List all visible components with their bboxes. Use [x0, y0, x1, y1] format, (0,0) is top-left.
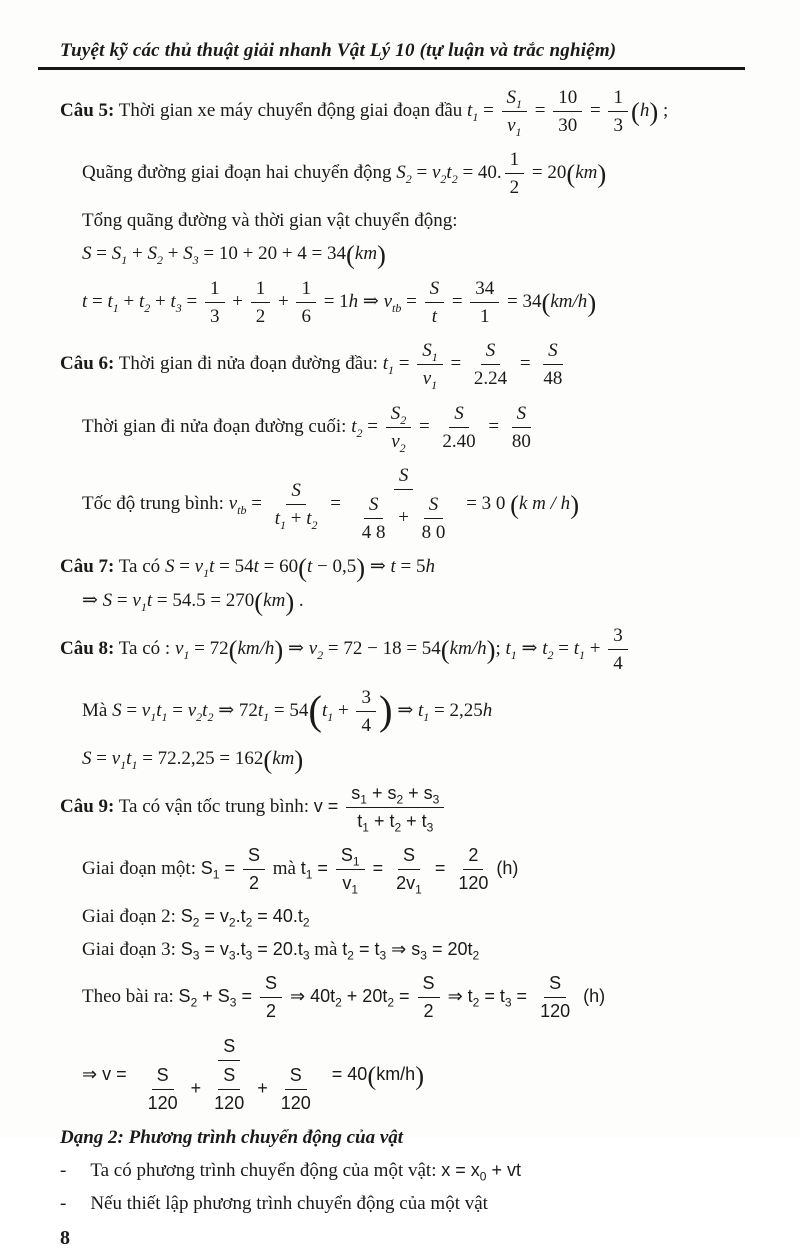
math-fraction: $\frac{3}{4}$	[356, 685, 376, 738]
math-fraction: $\frac{2}{120}$	[458, 845, 489, 894]
math-fraction: $\frac{S_2}{v_2}$	[386, 401, 412, 454]
math-fraction: $\frac{S}{2}$	[243, 843, 265, 896]
cau9-theo-bai-ra: Theo bài ra: $S_2 + S_3$ = $\frac{S}{2}$ ⇒ $40t_2 + 20t_2$ = $\frac{S}{2}$ ⇒ $t_2 = t_3$ = $\frac{S}{120}$ (h)	[60, 970, 772, 1025]
cau-6: Câu 6: Thời gian đi nửa đoạn đường đầu: $t_1$ = $\frac{S_1}{v_1}$ = $\frac{S}{2.24}$ = $\frac{S}{48}$	[60, 337, 772, 392]
math-fraction: $\frac{S_1}{v_1}$	[417, 338, 443, 391]
math-fraction: $\frac{3}{4}$	[608, 623, 628, 676]
math-fraction: $\frac{S}{120}$	[214, 1064, 245, 1113]
math-fraction: $\frac{S}{2}$	[418, 971, 440, 1024]
dang-2-heading: Dạng 2: Phương trình chuyển động của vật	[60, 1126, 404, 1148]
cau5-quang-duong: Quãng đường giai đoạn hai chuyển động $S_2 = v_2t_2 = 40$. $\frac{1}{2}$ = 20(km)	[60, 146, 772, 201]
math-fraction: $\frac{S}{120}$	[540, 973, 571, 1022]
math-fraction: S $\frac{S}{120}$ + $\frac{S}{120}$ + $\frac{S}{120}$	[135, 1034, 324, 1117]
math-fraction: $\frac{10}{30}$	[553, 85, 582, 138]
cau6-toc-do: Tốc độ trung bình: $v_{tb}$ = $\frac{S}{t_1 + t_2}$ = S $\frac{S}{4 8}$ + $\frac{S}{8 0}$ = 3 0 (k m / h)	[60, 462, 772, 547]
cau-8: Câu 8: Ta có : $v_1 = 72(km/h)$ ⇒ $v_2 = 72 - 18 = 54(km/h)$; $t_1$ ⇒ $t_2 = t_1$ + $\frac{3}{4}$	[60, 622, 772, 677]
cau5-t-sum: $t = t_1 + t_2 + t_3$ = $\frac{1}{3}$ + $\frac{1}{2}$ + $\frac{1}{6}$ = 1h ⇒ $v_{tb}$ = $\frac{S}{t}$ = $\frac{34}{1}$ = 34(km/h)	[60, 275, 772, 330]
math-fraction: $\frac{1}{2}$	[505, 147, 525, 200]
cau9-giai-doan-3: Giai đoạn 3: $S_3 = v_3.t_3 = 20.t_3$ mà $t_2 = t_3$ ⇒ $s_3 = 20t_2$	[82, 939, 480, 963]
math-fraction: $\frac{S}{120}$	[147, 1064, 178, 1113]
cau5-s-sum: $S = S_1 + S_2 + S_3 = 10 + 20 + 4 = 34(km)$	[82, 239, 386, 270]
book-title: Tuyệt kỹ các thủ thuật giải nhanh Vật Lý 10 (tự luận và trắc nghiệm)	[60, 40, 617, 61]
math-fraction: $\frac{1}{3}$	[205, 276, 225, 329]
math-fraction: $\frac{34}{1}$	[470, 276, 499, 329]
math-fraction: $\frac{S_1}{v_1}$	[502, 85, 528, 138]
math-fraction: $\frac{1}{2}$	[251, 276, 271, 329]
math-fraction: $\frac{S}{2}$	[260, 971, 282, 1024]
math-fraction: $\frac{S}{2.40}$	[442, 402, 476, 452]
math-fraction: $\frac{1}{6}$	[296, 276, 316, 329]
math-fraction: $\frac{S}{4 8}$	[361, 493, 386, 543]
math-fraction: $\frac{S}{2v_1}$	[396, 845, 422, 897]
math-fraction: $\frac{S}{t}$	[425, 276, 445, 329]
cau8-kq: $S = v_1t_1 = 72.2,25 = 162(km)$	[82, 744, 304, 775]
math-fraction: $\frac{S}{80}$	[511, 402, 531, 452]
math-fraction: $\frac{s_1 + s_2 + s_3}{t_1 + t_2 + t_3}$	[346, 781, 444, 834]
math-fraction: $\frac{S_1}{v_1}$	[336, 843, 365, 896]
cau6-nua-cuoi: Thời gian đi nửa đoạn đường cuối: $t_2$ = $\frac{S_2}{v_2}$ = $\frac{S}{2.40}$ = $\frac{S}{80}$	[60, 400, 772, 455]
cau9-ket-qua: ⇒ v = S $\frac{S}{120}$ + $\frac{S}{120}$ + $\frac{S}{120}$ = 40(km/h)	[60, 1033, 772, 1118]
cau9-giai-doan-1: Giai đoạn một: $S_1$ = $\frac{S}{2}$ mà $t_1$ = $\frac{S_1}{v_1}$ = $\frac{S}{2v_1}$ = $\frac{2}{120}$ (h)	[82, 845, 519, 897]
math-fraction: $\frac{S}{t_1 + t_2}$	[274, 479, 318, 532]
cau7-kq: ⇒ $S = v_1t = 54.5 = 270(km)$ .	[82, 586, 304, 617]
math-fraction: $\frac{S}{2.24}$	[473, 340, 508, 390]
page-header	[38, 40, 745, 70]
cau9-giai-doan-2: Giai đoạn 2: $S_2 = v_2.t_2 = 40.t_2$	[82, 906, 310, 930]
math-fraction: $\frac{S}{8 0}$	[421, 493, 446, 543]
cau-5: Câu 5: Thời gian xe máy chuyển động giai đoạn đầu $t_1$ = $\frac{S_1}{v_1}$ = $\frac{10}{30}$ = $\frac{1}{3}$ (h) ;	[60, 87, 669, 139]
math-fraction: $\frac{S}{48}$	[543, 340, 563, 390]
content-area	[60, 84, 772, 1250]
math-fraction: $\frac{1}{3}$	[608, 85, 628, 138]
cau5-tong: Tổng quãng đường và thời gian vật chuyển động:	[82, 210, 458, 232]
math-fraction: S $\frac{S}{4 8}$ + $\frac{S}{8 0}$	[349, 463, 459, 546]
cau8-ma: Mà $S = v_1t_1 = v_2t_2$ ⇒ $72t_1 = 54(t_1$ + $\frac{3}{4}$ ) ⇒ $t_1 = 2,25h$	[60, 684, 772, 739]
math-fraction: $\frac{S}{120}$	[280, 1064, 311, 1113]
cau-7: Câu 7: Ta có $S = v_1t = 54t = 60(t - 0,5)$ ⇒ t = 5h	[60, 552, 435, 583]
cau-9: Câu 9: Ta có vận tốc trung bình: v = $\frac{s_1 + s_2 + s_3}{t_1 + t_2 + t_3}$	[60, 780, 772, 835]
page-number: 8	[60, 1226, 70, 1249]
dang2-bullet-1: - Ta có phương trình chuyển động của một vật: $x = x_0$ + vt	[60, 1159, 521, 1184]
dang2-bullet-2: - Nếu thiết lập phương trình chuyển động của một vật	[60, 1192, 488, 1214]
